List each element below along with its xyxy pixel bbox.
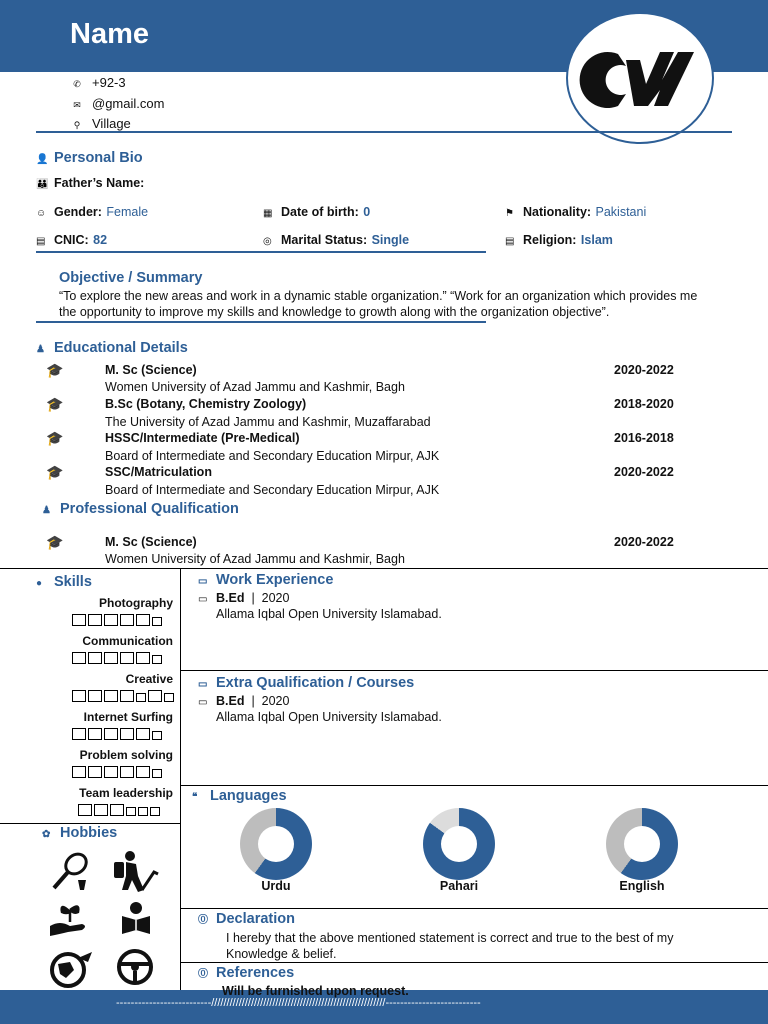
divider <box>0 568 768 569</box>
father-name: 👪 Father’s Name: <box>36 176 145 190</box>
nationality-field: ⚑ Nationality: Pakistani <box>505 205 647 219</box>
reference-icon: ⓪ <box>198 969 208 980</box>
references-text: Will be furnished upon request. <box>222 984 409 998</box>
skill-name: Team leadership <box>79 786 173 800</box>
graduation-cap-icon: 🎓 <box>46 396 64 412</box>
steering-wheel-icon <box>116 948 154 986</box>
candidate-name: Name <box>70 18 149 50</box>
hobby-icon: ✿ <box>42 829 51 840</box>
skill-rating <box>72 690 174 702</box>
skill-name: Problem solving <box>79 748 173 762</box>
gender-icon: ☺ <box>36 208 47 219</box>
column-divider <box>180 568 181 993</box>
family-icon: 👪 <box>36 179 49 190</box>
professional-heading: ♟ Professional Qualification <box>42 501 239 517</box>
work-entry: ▭ B.Ed | 2020 <box>198 591 290 605</box>
edu-degree: SSC/Matriculation <box>105 465 212 479</box>
declaration-line-2: Knowledge & belief. <box>226 947 337 961</box>
skill-name: Photography <box>99 596 173 610</box>
flag-icon: ⚑ <box>505 208 514 219</box>
work-institute: Allama Iqbal Open University Islamabad. <box>216 607 442 621</box>
hobbies-heading: ✿ Hobbies <box>42 825 118 841</box>
divider <box>181 908 768 909</box>
work-heading: ▭ Work Experience <box>198 572 334 588</box>
bio-divider <box>36 251 486 253</box>
phone-icon: ✆ <box>73 79 81 89</box>
edu-years: 2018-2020 <box>614 397 674 411</box>
divider <box>181 670 768 671</box>
contact-address <box>70 116 131 131</box>
prof-institute: Women University of Azad Jammu and Kashmir, Bagh <box>105 552 405 566</box>
contact-email <box>70 96 164 111</box>
graduation-cap-icon: 🎓 <box>46 362 64 378</box>
briefcase-icon: ▭ <box>198 697 208 708</box>
chat-icon: ❝ <box>192 792 198 803</box>
prof-years: 2020-2022 <box>614 535 674 549</box>
courses-heading: ▭ Extra Qualification / Courses <box>198 675 415 691</box>
graduation-cap-icon: 🎓 <box>46 534 64 550</box>
language-name: Urdu <box>261 879 291 893</box>
id-card-icon: ▤ <box>36 236 46 247</box>
email-text: @gmail.com <box>92 96 165 111</box>
course-institute: Allama Iqbal Open University Islamabad. <box>216 710 442 724</box>
globe-plane-icon <box>48 948 94 988</box>
declaration-icon: ⓪ <box>198 915 208 926</box>
header-divider <box>36 131 732 133</box>
edu-years: 2020-2022 <box>614 363 674 377</box>
divider <box>0 823 181 824</box>
skills-heading: ● Skills <box>36 574 92 590</box>
graduation-cap-icon: 🎓 <box>46 464 64 480</box>
address-text: Village <box>92 116 131 131</box>
skill-name: Internet Surfing <box>83 710 173 724</box>
briefcase-icon: ▭ <box>198 576 208 587</box>
objective-line-1: “To explore the new areas and work in a dynamic stable organization.” “Work for an organization which provides me <box>59 289 698 303</box>
edu-degree: M. Sc (Science) <box>105 363 197 377</box>
prof-degree: M. Sc (Science) <box>105 535 197 549</box>
skill-rating <box>72 766 162 778</box>
calendar-icon: ▦ <box>263 208 273 219</box>
edu-institute: Board of Intermediate and Secondary Education Mirpur, AJK <box>105 449 440 463</box>
skill-rating <box>78 804 160 816</box>
briefcase-icon: ▭ <box>198 679 208 690</box>
objective-line-2: the opportunity to improve my skills and knowledge to growth along with the organization objective”. <box>59 305 610 319</box>
language-name: English <box>619 879 665 893</box>
footer-decoration: --------------------------/////////////////////////////////////////////////////////-------------------------- <box>116 997 481 1009</box>
language-name: Pahari <box>439 879 479 893</box>
declaration-heading: ⓪ Declaration <box>198 911 295 927</box>
logo-badge <box>566 12 714 144</box>
badminton-icon <box>48 850 92 894</box>
phone-text: +92-3 <box>92 75 126 90</box>
reading-icon <box>118 900 154 936</box>
cw-logo-icon <box>568 14 712 142</box>
briefcase-icon: ▭ <box>198 594 208 605</box>
teacher-icon: ♟ <box>42 505 51 516</box>
edu-degree: B.Sc (Botany, Chemistry Zoology) <box>105 397 307 411</box>
references-heading: ⓪ References <box>198 965 295 981</box>
education-heading: ♟ Educational Details <box>36 340 188 356</box>
cnic-field: ▤ CNIC: 82 <box>36 233 108 247</box>
divider <box>181 962 768 963</box>
language-level-chart <box>606 808 678 880</box>
skill-rating <box>72 652 162 664</box>
edu-degree: HSSC/Intermediate (Pre-Medical) <box>105 431 300 445</box>
skill-rating <box>72 614 162 626</box>
graduation-cap-icon: 🎓 <box>46 430 64 446</box>
person-icon: 👤 <box>36 154 49 165</box>
edu-years: 2016-2018 <box>614 431 674 445</box>
divider <box>181 785 768 786</box>
gender-field: ☺ Gender: Female <box>36 205 149 219</box>
skill-rating <box>72 728 162 740</box>
ring-icon: ◎ <box>263 236 272 247</box>
course-entry: ▭ B.Ed | 2020 <box>198 694 290 708</box>
edu-institute: The University of Azad Jammu and Kashmir, Muzaffarabad <box>105 415 431 429</box>
skill-name: Communication <box>82 634 173 648</box>
objective-divider <box>36 321 486 323</box>
religion-icon: ▤ <box>505 236 515 247</box>
skill-icon: ● <box>36 578 43 589</box>
gardening-icon <box>48 900 96 940</box>
marital-field: ◎ Marital Status: Single <box>263 233 410 247</box>
hiking-icon <box>110 850 160 894</box>
language-level-chart <box>423 808 495 880</box>
student-icon: ♟ <box>36 344 45 355</box>
edu-years: 2020-2022 <box>614 465 674 479</box>
language-level-chart <box>240 808 312 880</box>
mail-icon: ✉ <box>73 100 81 110</box>
edu-institute: Board of Intermediate and Secondary Education Mirpur, AJK <box>105 483 440 497</box>
edu-institute: Women University of Azad Jammu and Kashmir, Bagh <box>105 380 405 394</box>
dob-field: ▦ Date of birth: 0 <box>263 205 371 219</box>
location-icon: ⚲ <box>73 120 81 130</box>
religion-field: ▤ Religion: Islam <box>505 233 613 247</box>
languages-heading: ❝ Languages <box>192 788 287 804</box>
declaration-line-1: I hereby that the above mentioned statement is correct and true to the best of my <box>226 931 674 945</box>
objective-heading: Objective / Summary <box>59 270 203 286</box>
contact-phone <box>70 75 126 90</box>
skill-name: Creative <box>125 672 173 686</box>
bio-heading: 👤 Personal Bio <box>36 150 143 166</box>
